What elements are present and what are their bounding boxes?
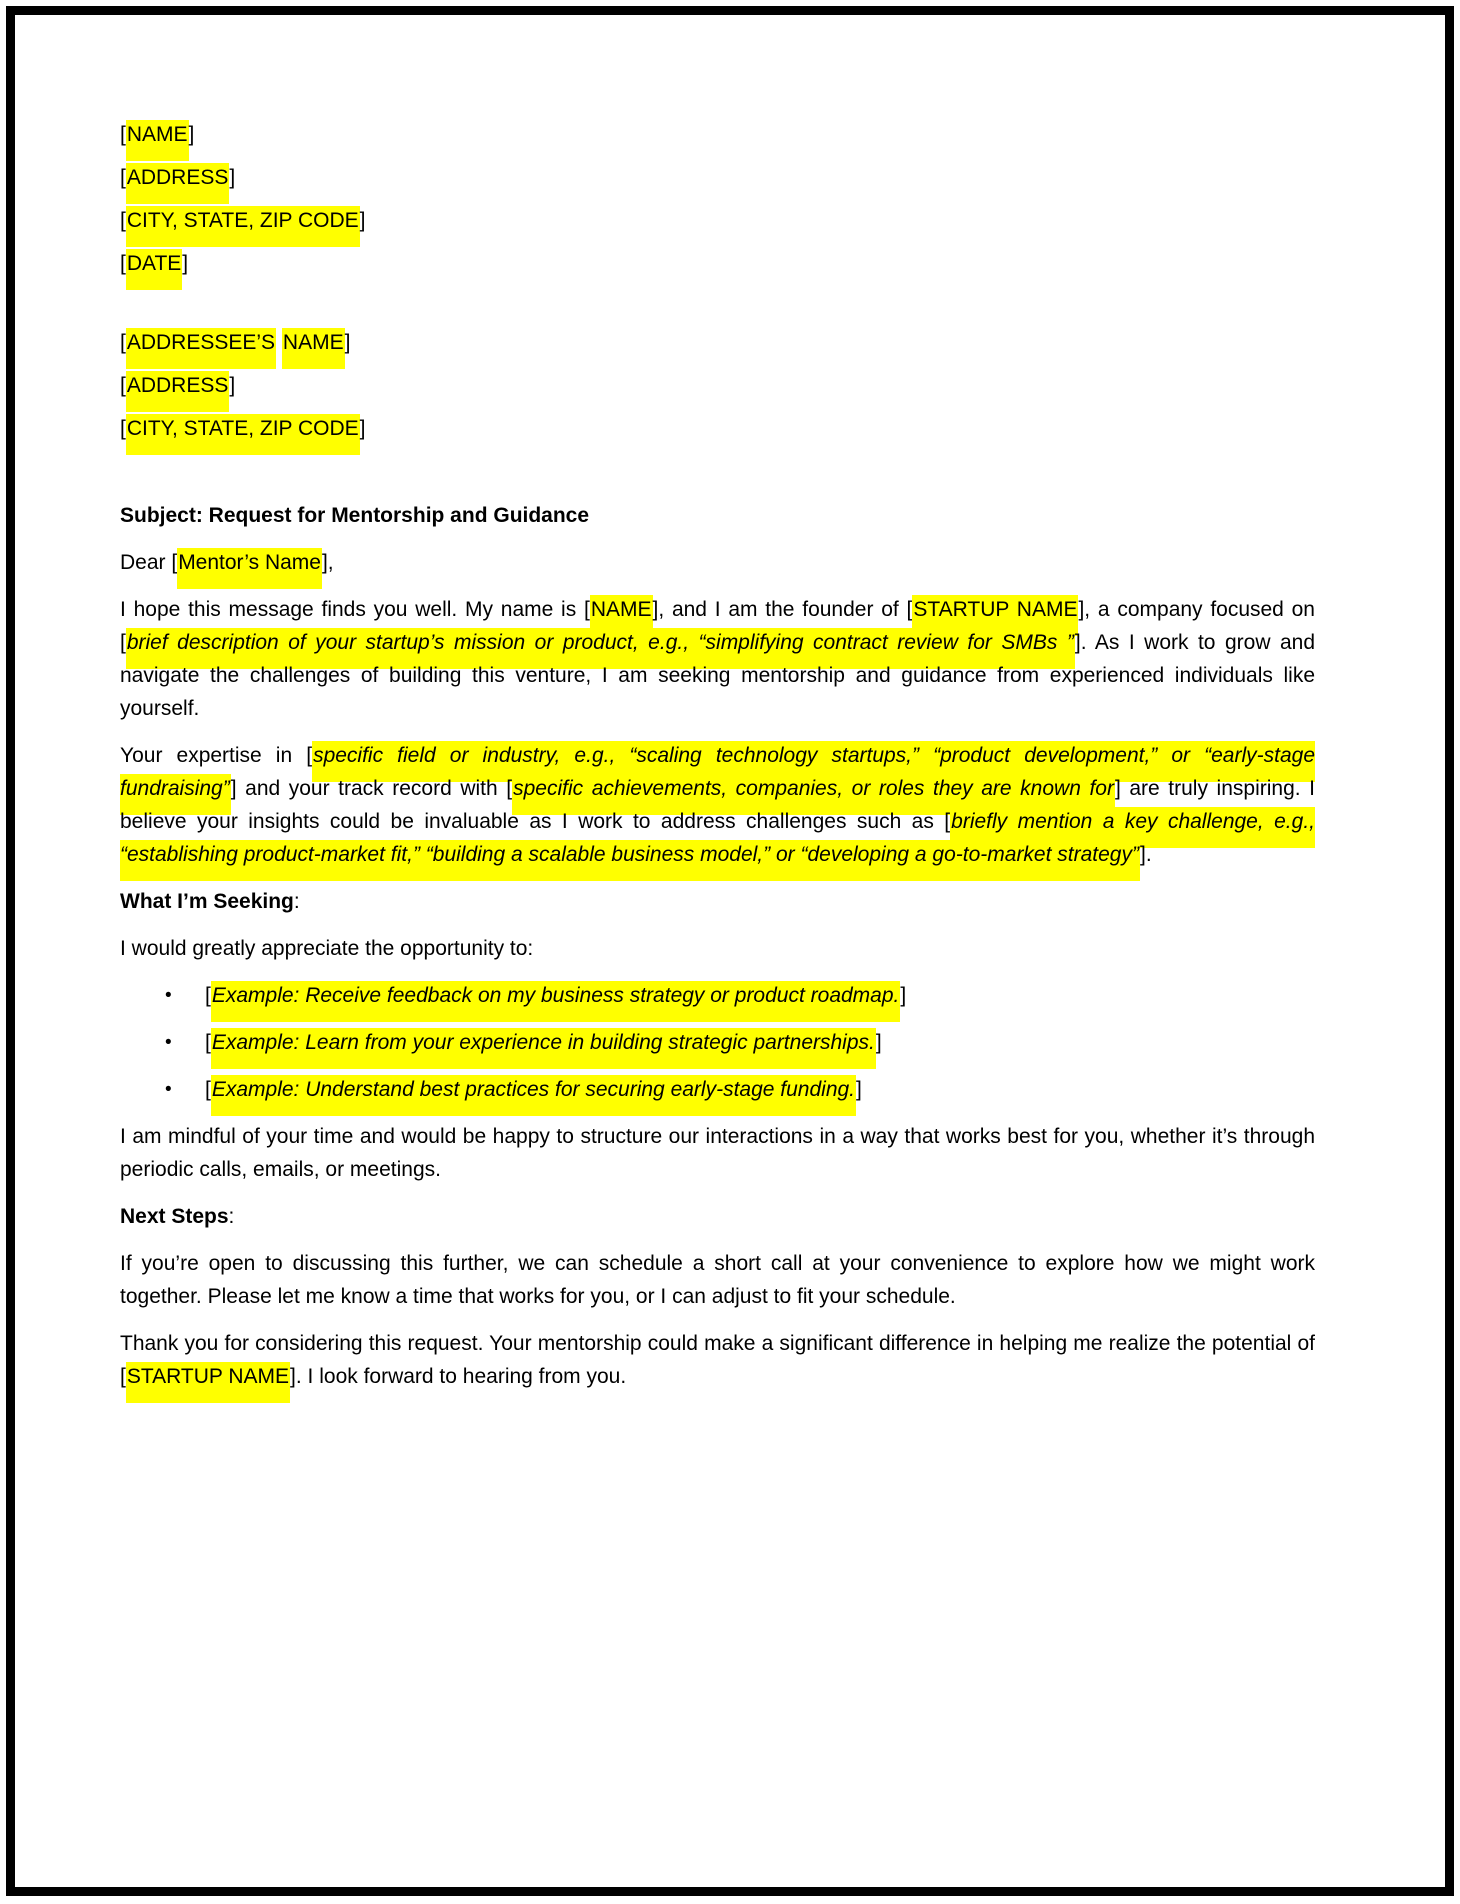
- mindful-paragraph: [120, 1120, 1315, 1186]
- bullet-text: [205, 1073, 1315, 1106]
- placeholder-highlight: Mentor’s Name: [177, 548, 322, 589]
- salutation-line: [120, 546, 1315, 579]
- text-run: ]. I look forward to hearing from you.: [290, 1365, 627, 1388]
- text-run: If you’re open to discussing this further, we can schedule a short call at your convenience to explore how we might work together. Please let me know a time that works for you, or I can adjust to fit your schedule.: [120, 1252, 1315, 1308]
- seeking-bullet-1: [120, 979, 1315, 1012]
- placeholder-highlight: Example: Receive feedback on my business strategy or product roadmap.: [211, 981, 901, 1022]
- text-run: ]. As I work to grow and navigate the challenges of building this venture, I am seeking mentorship and guidance from experienced individuals like yourself.: [120, 631, 1316, 720]
- text-run: Dear [: [120, 551, 178, 574]
- text-run: ] are truly inspiring. I believe your insights could be invaluable as I work to address challenges such as [: [120, 777, 1315, 833]
- placeholder-highlight: NAME: [126, 120, 189, 161]
- text-run: [: [205, 984, 211, 1007]
- placeholder-highlight: NAME: [590, 595, 653, 636]
- block-gap: [120, 455, 1315, 499]
- text-run: I hope this message finds you well. My name is [: [120, 598, 590, 621]
- text-run: [: [120, 166, 126, 189]
- bullet-icon: •: [165, 1079, 172, 1100]
- text-run: Subject: Request for Mentorship and Guidance: [120, 504, 590, 527]
- text-run: ] and your track record with [: [230, 777, 513, 800]
- addressee-name-line: [120, 326, 1315, 359]
- bullet-icon: •: [165, 985, 172, 1006]
- bullet-icon: •: [165, 1032, 172, 1053]
- seeking-heading: [120, 885, 1315, 918]
- next-steps-paragraph: [120, 1247, 1315, 1313]
- seeking-intro-paragraph: [120, 932, 1315, 965]
- text-run: [: [205, 1031, 211, 1054]
- placeholder-highlight: CITY, STATE, ZIP CODE: [126, 206, 360, 247]
- placeholder-highlight: ADDRESSEE’S: [126, 328, 276, 369]
- placeholder-highlight: CITY, STATE, ZIP CODE: [126, 414, 360, 455]
- text-run: :: [293, 890, 300, 913]
- placeholder-highlight: specific field or industry, e.g., “scaling technology startups,” “product development,” or “early-stage fundraising”: [120, 741, 1315, 815]
- text-run: ]: [229, 166, 236, 189]
- placeholder-highlight: STARTUP NAME: [126, 1362, 290, 1403]
- text-run: Next Steps: [120, 1205, 229, 1228]
- text-run: ]: [359, 209, 366, 232]
- text-run: ],: [321, 551, 334, 574]
- text-run: ]: [875, 1031, 882, 1054]
- document-page: [6, 6, 1454, 1896]
- text-run: I would greatly appreciate the opportunity to:: [120, 937, 534, 960]
- subject-line: [120, 499, 1315, 532]
- bullet-text: [205, 979, 1315, 1012]
- text-run: [: [120, 417, 126, 440]
- block-gap: [120, 290, 1315, 326]
- text-run: :: [228, 1205, 235, 1228]
- intro-paragraph: [120, 593, 1315, 725]
- seeking-bullet-2: [120, 1026, 1315, 1059]
- text-run: ]: [182, 252, 189, 275]
- text-run: [: [120, 331, 126, 354]
- text-run: Thank you for considering this request. Your mentorship could make a significant difference in helping me realize the potential of [: [120, 1332, 1315, 1388]
- letter-content: [15, 15, 1445, 1447]
- text-run: What I’m Seeking: [120, 890, 294, 913]
- placeholder-highlight: ADDRESS: [126, 163, 230, 204]
- text-run: ]: [188, 123, 195, 146]
- seeking-bullet-3: [120, 1073, 1315, 1106]
- placeholder-highlight: ADDRESS: [126, 371, 230, 412]
- text-run: ]: [359, 417, 366, 440]
- placeholder-highlight: brief description of your startup’s mission or product, e.g., “simplifying contract review for SMBs ”: [126, 628, 1075, 669]
- placeholder-highlight: NAME: [282, 328, 345, 369]
- text-run: [: [120, 374, 126, 397]
- text-run: [: [120, 123, 126, 146]
- bullet-text: [205, 1026, 1315, 1059]
- text-run: ]: [229, 374, 236, 397]
- closing-paragraph: [120, 1327, 1315, 1393]
- sender-city-line: [120, 204, 1315, 237]
- date-line: [120, 247, 1315, 280]
- expertise-paragraph: [120, 739, 1315, 871]
- sender-address-line: [120, 161, 1315, 194]
- text-run: ]: [344, 331, 351, 354]
- addressee-city-line: [120, 412, 1315, 445]
- placeholder-highlight: Example: Understand best practices for securing early-stage funding.: [211, 1075, 856, 1116]
- text-run: I am mindful of your time and would be happy to structure our interactions in a way that works best for you, whether it’s through periodic calls, emails, or meetings.: [120, 1125, 1315, 1181]
- text-run: [: [120, 209, 126, 232]
- text-run: [: [120, 252, 126, 275]
- text-run: [: [205, 1078, 211, 1101]
- placeholder-highlight: briefly mention a key challenge, e.g., “establishing product-market fit,” “building a scalable business model,” or “developing a go-to-market strategy”: [120, 807, 1315, 881]
- next-steps-heading: [120, 1200, 1315, 1233]
- sender-name-line: [120, 118, 1315, 151]
- placeholder-highlight: Example: Learn from your experience in building strategic partnerships.: [211, 1028, 876, 1069]
- text-run: ], a company focused on [: [120, 598, 1315, 654]
- placeholder-highlight: DATE: [126, 249, 182, 290]
- text-run: ]: [900, 984, 907, 1007]
- placeholder-highlight: STARTUP NAME: [912, 595, 1078, 636]
- addressee-address-line: [120, 369, 1315, 402]
- text-run: ].: [1139, 843, 1152, 866]
- text-run: ], and I am the founder of [: [652, 598, 913, 621]
- placeholder-highlight: specific achievements, companies, or roles they are known for: [512, 774, 1115, 815]
- text-run: ]: [856, 1078, 862, 1101]
- text-run: Your expertise in [: [120, 744, 313, 767]
